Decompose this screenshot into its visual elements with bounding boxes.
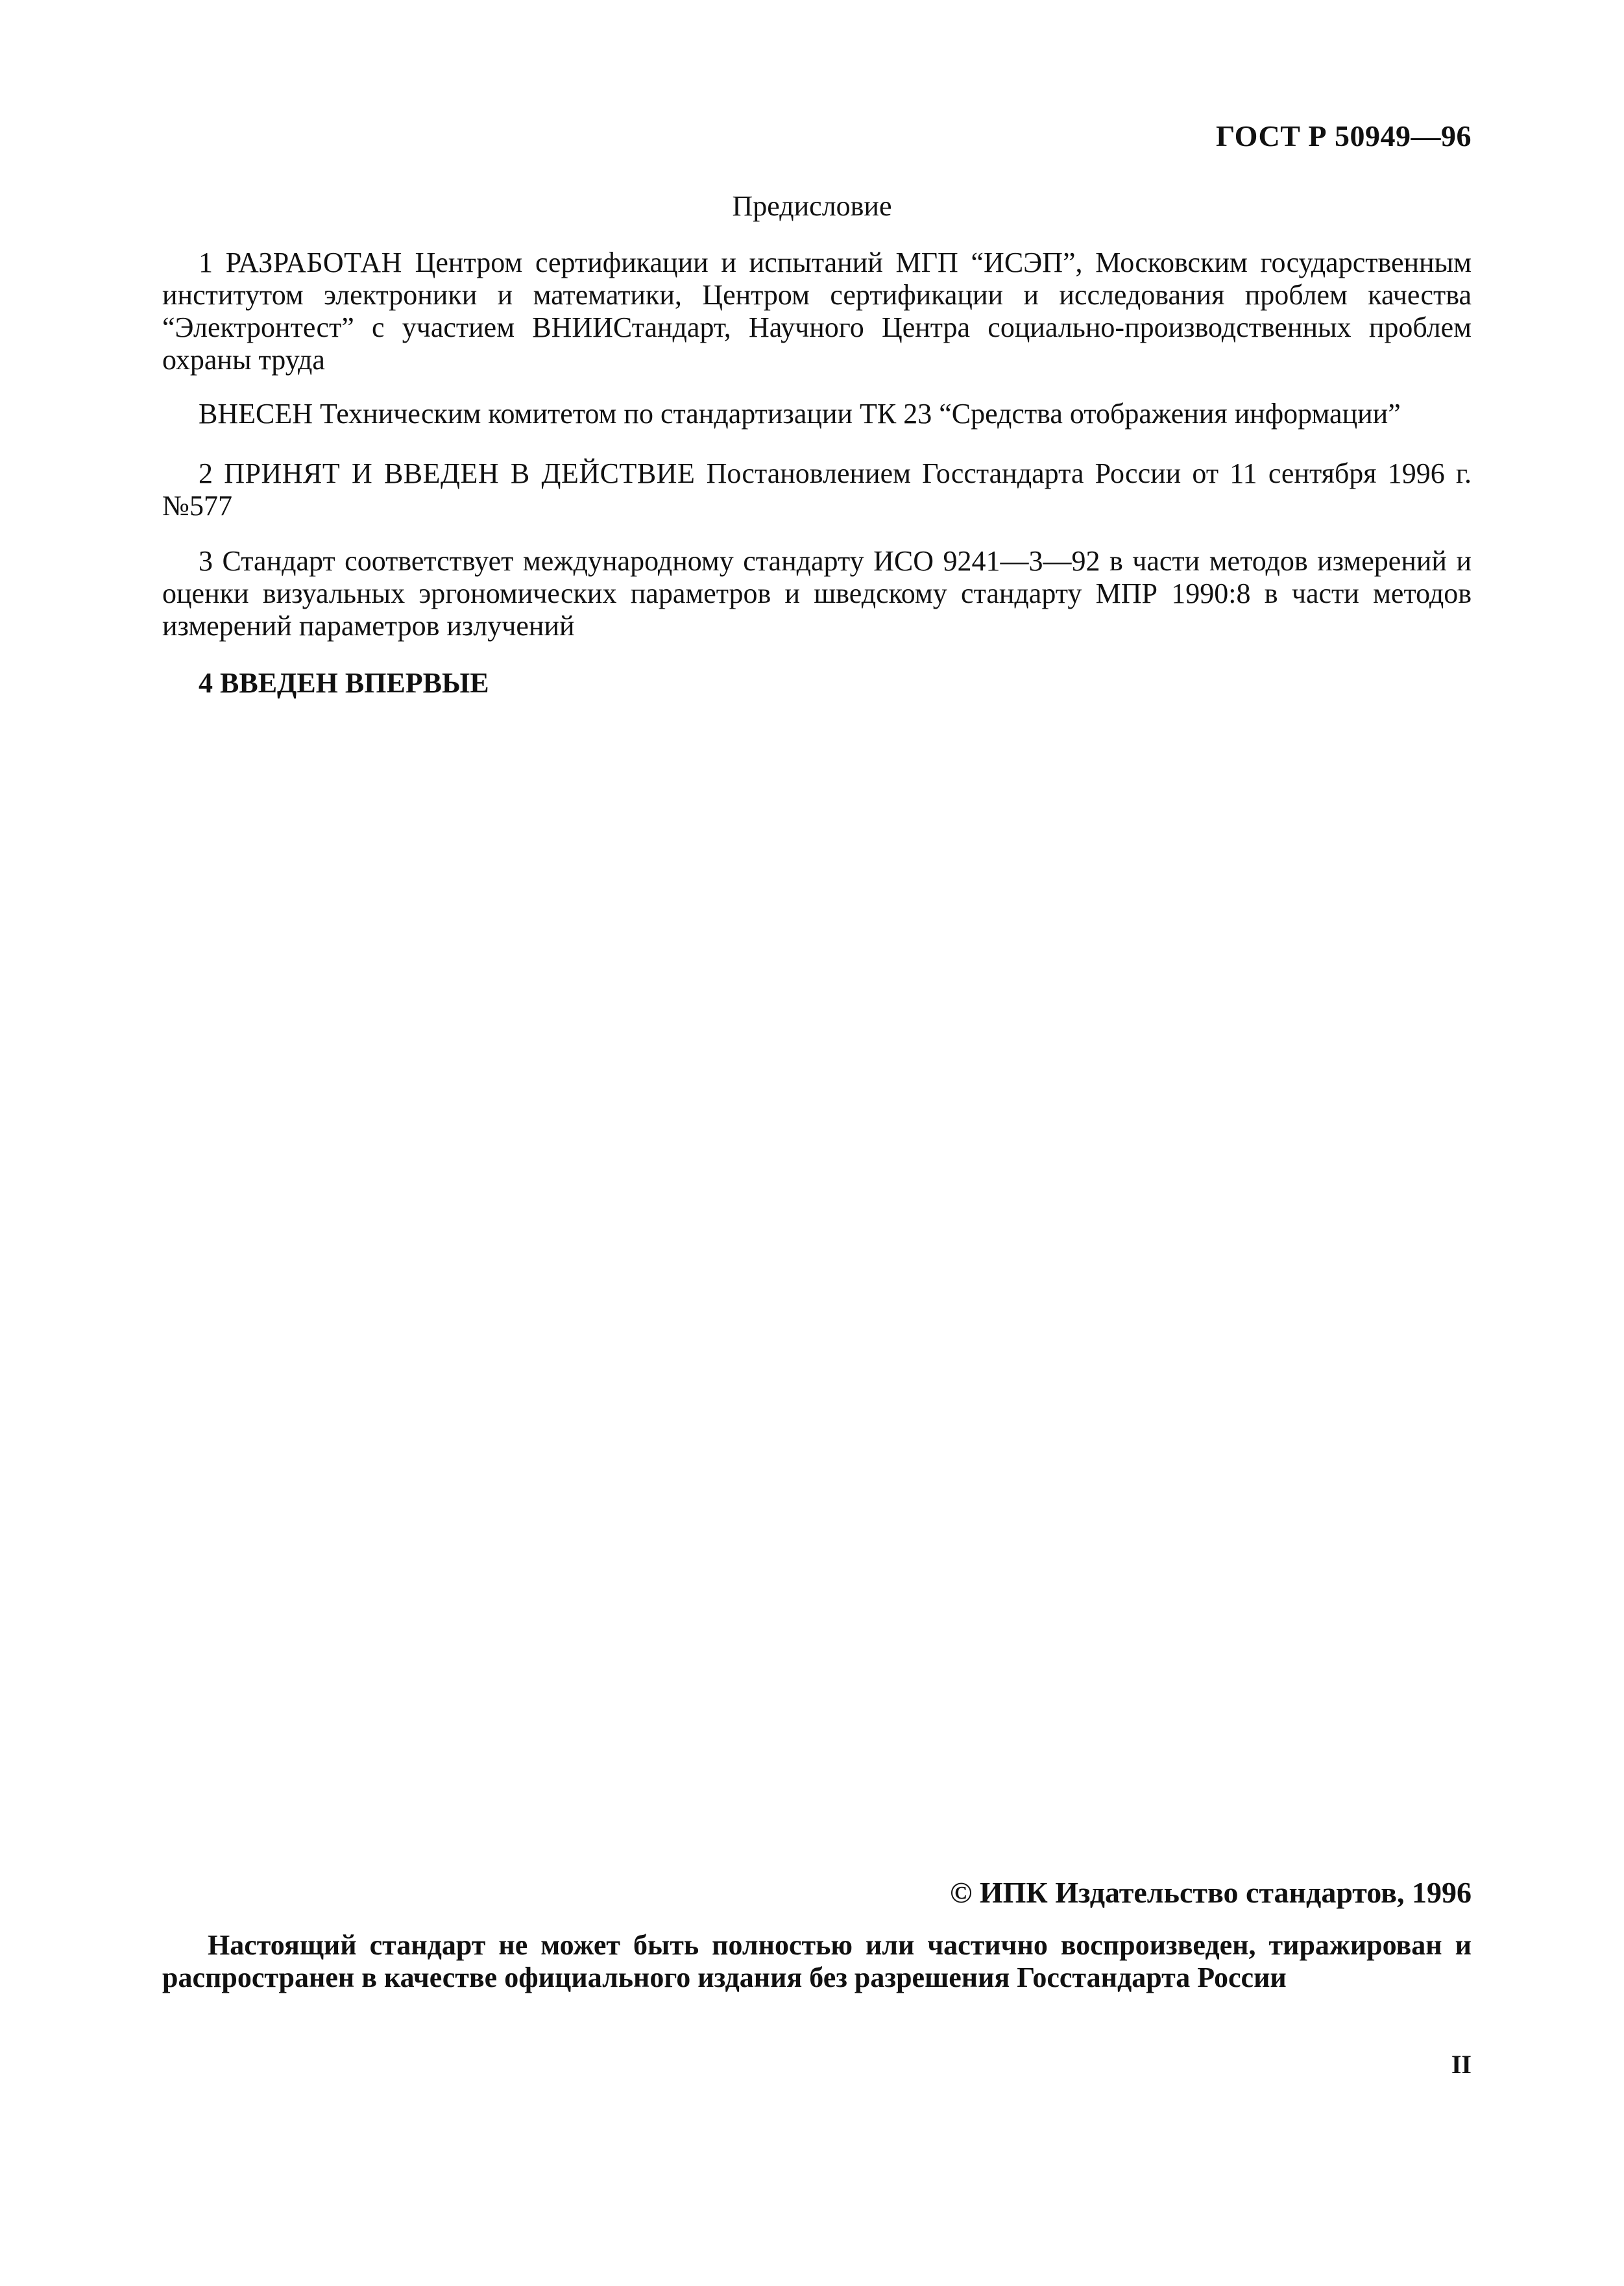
document-code: ГОСТ Р 50949—96 — [1216, 119, 1472, 152]
foreword-item-2 — [162, 457, 1472, 522]
item-lead: ВВЕДЕН ВПЕРВЫЕ — [220, 667, 489, 699]
copyright-line: © ИПК Издательство стандартов, 1996 — [950, 1876, 1472, 1909]
item-text: Стандарт соответствует международному стандарту ИСО 9241—3—92 в части методов измерений и оценки визуальных эргономических параметров и шведскому стандарту МПР 1990:8 в части методов измерений параметров излучений — [162, 545, 1472, 642]
item-lead: ВНЕСЕН — [199, 398, 313, 430]
foreword-item-3 — [162, 545, 1472, 642]
foreword-item-1 — [162, 247, 1472, 376]
item-lead: ПРИНЯТ И ВВЕДЕН В ДЕЙСТВИЕ — [224, 457, 696, 489]
item-number: 1 — [199, 247, 213, 278]
item-number: 3 — [199, 545, 213, 577]
notice-text: Настоящий стандарт не может быть полностью или частично воспроизведен, тиражирован и распространен в качестве официального издания без разрешения Госстандарта России — [162, 1929, 1472, 1993]
foreword-item-vnesen — [162, 398, 1472, 430]
page-title: Предисловие — [732, 190, 892, 222]
item-text: Постановлением Госстандарта России от 11 сентября 1996 г. №577 — [162, 457, 1472, 522]
item-number: 4 — [199, 667, 213, 699]
page-number: II — [1451, 2050, 1472, 2079]
foreword-item-4 — [162, 667, 1472, 699]
reproduction-notice — [162, 1929, 1472, 1994]
item-text: Техническим комитетом по стандартизации ТК 23 “Средства отображения информации” — [320, 398, 1401, 430]
item-lead: РАЗРАБОТАН — [225, 247, 402, 278]
item-number: 2 — [199, 457, 213, 489]
item-text: Центром сертификации и испытаний МГП “ИСЭП”, Московским государственным институтом электроники и математики, Центром сертификации и исследования проблем качества “Электронтест” с участием ВНИИСтандарт, Научного Центра социально-производственных проблем охраны труда — [162, 247, 1472, 376]
